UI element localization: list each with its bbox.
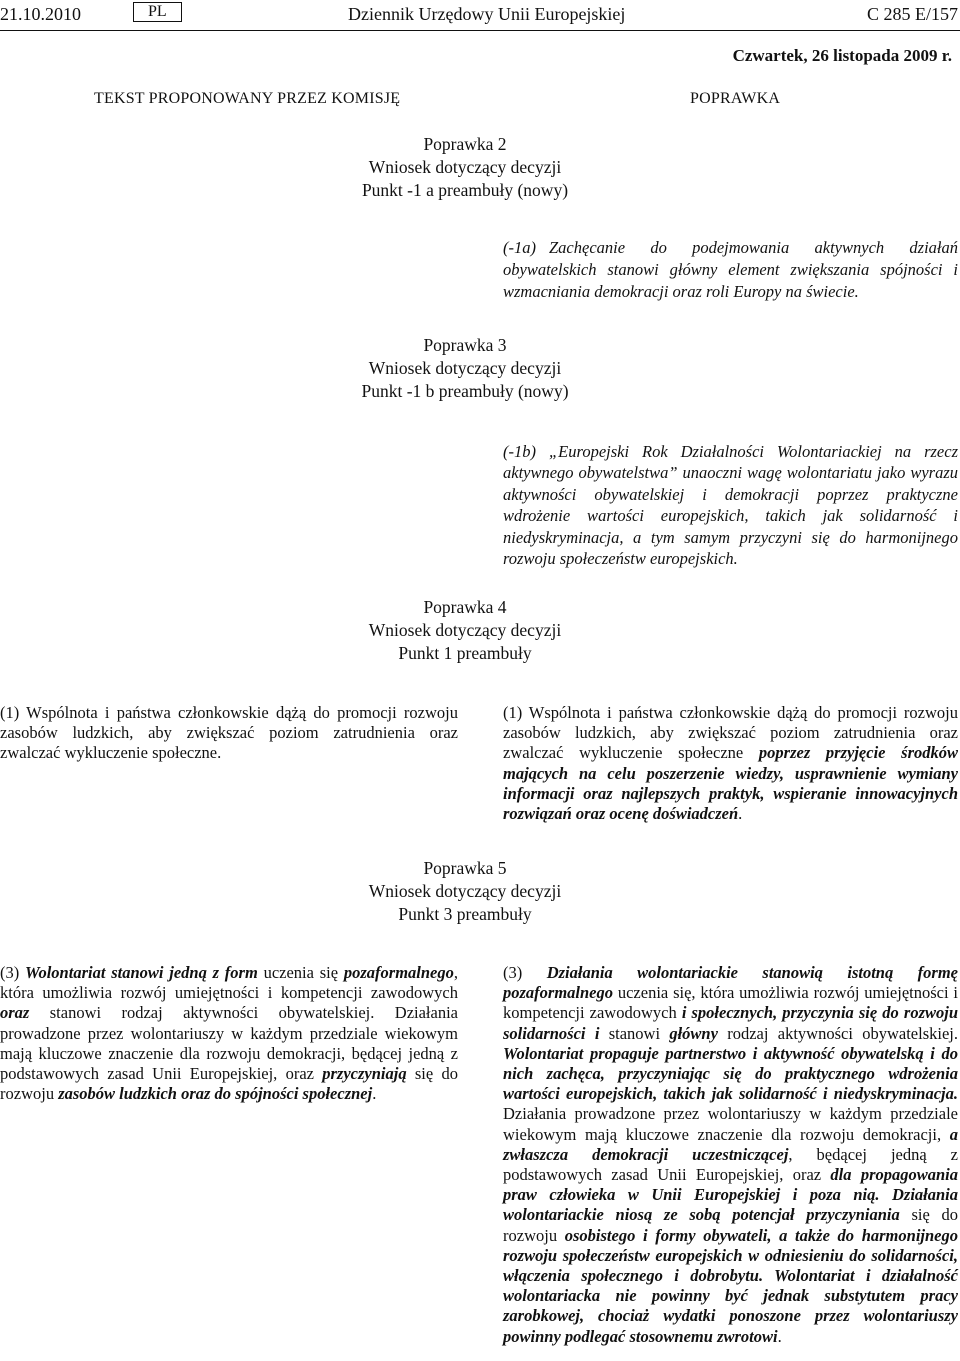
column-heading-commission: TEKST PROPONOWANY PRZEZ KOMISJĘ [94,90,401,107]
amendment-title: Poprawka 3 [423,335,507,355]
text-run: stanowi rodzaj aktywności obywatelskiej. Działania prowadzone przez wolontariuszy w każdym przedziale wiekowym mają kluczowe znaczenie dla rozwoju demokracji, będącej jedną z podstawowych zasad Unii Europejskiej, oraz [0,1003,458,1084]
issue-date: 21.10.2010 [0,4,81,24]
modified-text-run: pozaformalnego [343,963,454,982]
amendment-subject: Wniosek dotyczący decyzji [368,358,562,378]
text-run: (1) Wspólnota i państwa członkowskie dążą do promocji rozwoju zasobów ludzkich, aby zwiększać poziom zatrudnienia oraz zwalczać wykluczenie społeczne. [0,703,458,763]
recital-number: (-1b) [503,442,536,461]
journal-header [0,0,960,34]
modified-text-run: poprzez przyjęcie środków mających na celu poszerzenie wiedzy, usprawnienie wymiany informacji oraz najlepszych praktyk, wspieranie innowacyjnych rozwiązań oraz ocenę doświadczeń [503,743,958,824]
modified-text-run: osobistego i formy obywateli, a także do harmonijnego rozwoju społeczeństw europejskich w odniesieniu do solidarności, włączenia społecznego i dobrobytu. Wolontariat i działalność wolontariacka nie powinny być jednak substytutem pracy zarobkowej, chociaż wydatki ponoszone przez wolontariuszy powinny podlegać stosownemu zwrotowi [503,1225,958,1346]
recital-number: (-1a) [503,238,536,257]
recital-text: Zachęcanie do podejmowania aktywnych działań obywatelskich stanowi główny element zwiększania spójności i wzmacniania demokracji oraz roli Europy na świecie. [503,238,958,301]
language-badge: PL [133,2,182,22]
amendment-heading [0,596,930,665]
amendment-point: Punkt -1 b preambuły (nowy) [361,381,569,401]
text-run: , będącej jedną z podstawowych zasad Unii Europejskiej, oraz [503,1144,958,1185]
text-run: . [372,1084,377,1104]
modified-text-run: Wolontariat propaguje partnerstwo i aktywność obywatelską i do nich zachęca, przyczyniając się do praktycznego wdrożenia wartości europejskich, takich jak solidarność i niedyskryminacja. [503,1043,958,1104]
text-run: się do rozwoju [503,1205,958,1245]
text-run: (3) [503,963,547,982]
amendment-subject: Wniosek dotyczący decyzji [368,620,562,640]
text-run: uczenia się [257,963,344,982]
amendment-point: Punkt 3 preambuły [398,904,532,924]
commission-text [0,963,458,1104]
text-run: uczenia się, która umożliwia rozwój umiejętności i kompetencji zawodowych [503,983,958,1023]
modified-text-run: Działania wolontariackie stanowią istotną formę pozaformalnego [503,963,958,1003]
amendment-title: Poprawka 2 [423,134,507,154]
modified-text-run: Wolontariat stanowi jedną z form [25,963,258,982]
amendment-title: Poprawka 5 [423,858,507,878]
amendment-heading [0,133,930,202]
amendment-text [503,703,958,824]
amendment-heading [0,857,930,926]
amendment-right-text [503,441,958,569]
recital-text: „Europejski Rok Działalności Wolontariackiej na rzecz aktywnego obywatelstwa” unaoczni wagę wolontariatu jako wyrazu aktywności obywatelskiej i demokracji poprzez praktyczne wdrożenie wartości europejskich, takich jak solidarność i niedyskryminacja, a tym samym przyczyni się do harmonijnego rozwoju społeczeństw europejskich. [503,442,958,569]
column-heading-amendment: POPRAWKA [690,90,781,107]
journal-title: Dziennik Urzędowy Unii Europejskiej [348,4,626,24]
modified-text-run: oraz [0,1003,30,1023]
text-run: (3) [0,963,26,982]
header-rule [0,30,960,31]
modified-text-run: dla propagowania praw człowieka w Unii Europejskiej i poza nią. Działania wolontariackie niosą ze sobą potencjał przyczyniania [503,1165,959,1225]
text-run: rodzaj aktywności obywatelskiej. [717,1023,958,1043]
amendment-text [503,963,958,1347]
text-run: Działania prowadzone przez wolontariuszy w każdym przedziale wiekowym mają kluczowe znaczenie dla rozwoju demokracji, [503,1104,958,1144]
amendment-point: Punkt 1 preambuły [398,643,532,663]
amendment-title: Poprawka 4 [423,597,507,617]
modified-text-run: a zwłaszcza demokracji uczestniczącej [503,1124,958,1164]
text-run: stanowi [599,1023,670,1043]
text-run: się do rozwoju [0,1064,458,1104]
modified-text-run: główny [669,1023,718,1043]
text-run: . [738,804,743,824]
commission-text [0,703,458,764]
amendment-subject: Wniosek dotyczący decyzji [368,881,562,901]
amendment-right-text [503,237,958,303]
amendment-subject: Wniosek dotyczący decyzji [368,157,562,177]
modified-text-run: i społecznych, przyczynia się do rozwoju solidarności i [503,1003,959,1043]
sitting-date: Czwartek, 26 listopada 2009 r. [732,46,952,65]
amendment-point: Punkt -1 a preambuły (nowy) [361,180,569,200]
journal-reference: C 285 E/157 [866,4,958,24]
text-run: , która umożliwia rozwój umiejętności i kompetencji zawodowych [0,963,458,1003]
text-run: . [777,1326,782,1346]
amendment-heading [0,334,930,403]
modified-text-run: zasobów ludzkich oraz do spójności społecznej [58,1084,373,1104]
modified-text-run: przyczyniają [322,1064,407,1084]
text-run: (1) Wspólnota i państwa członkowskie dążą do promocji rozwoju zasobów ludzkich, aby zwiększać poziom zatrudnienia oraz zwalczać wykluczenie społeczne [503,703,958,763]
